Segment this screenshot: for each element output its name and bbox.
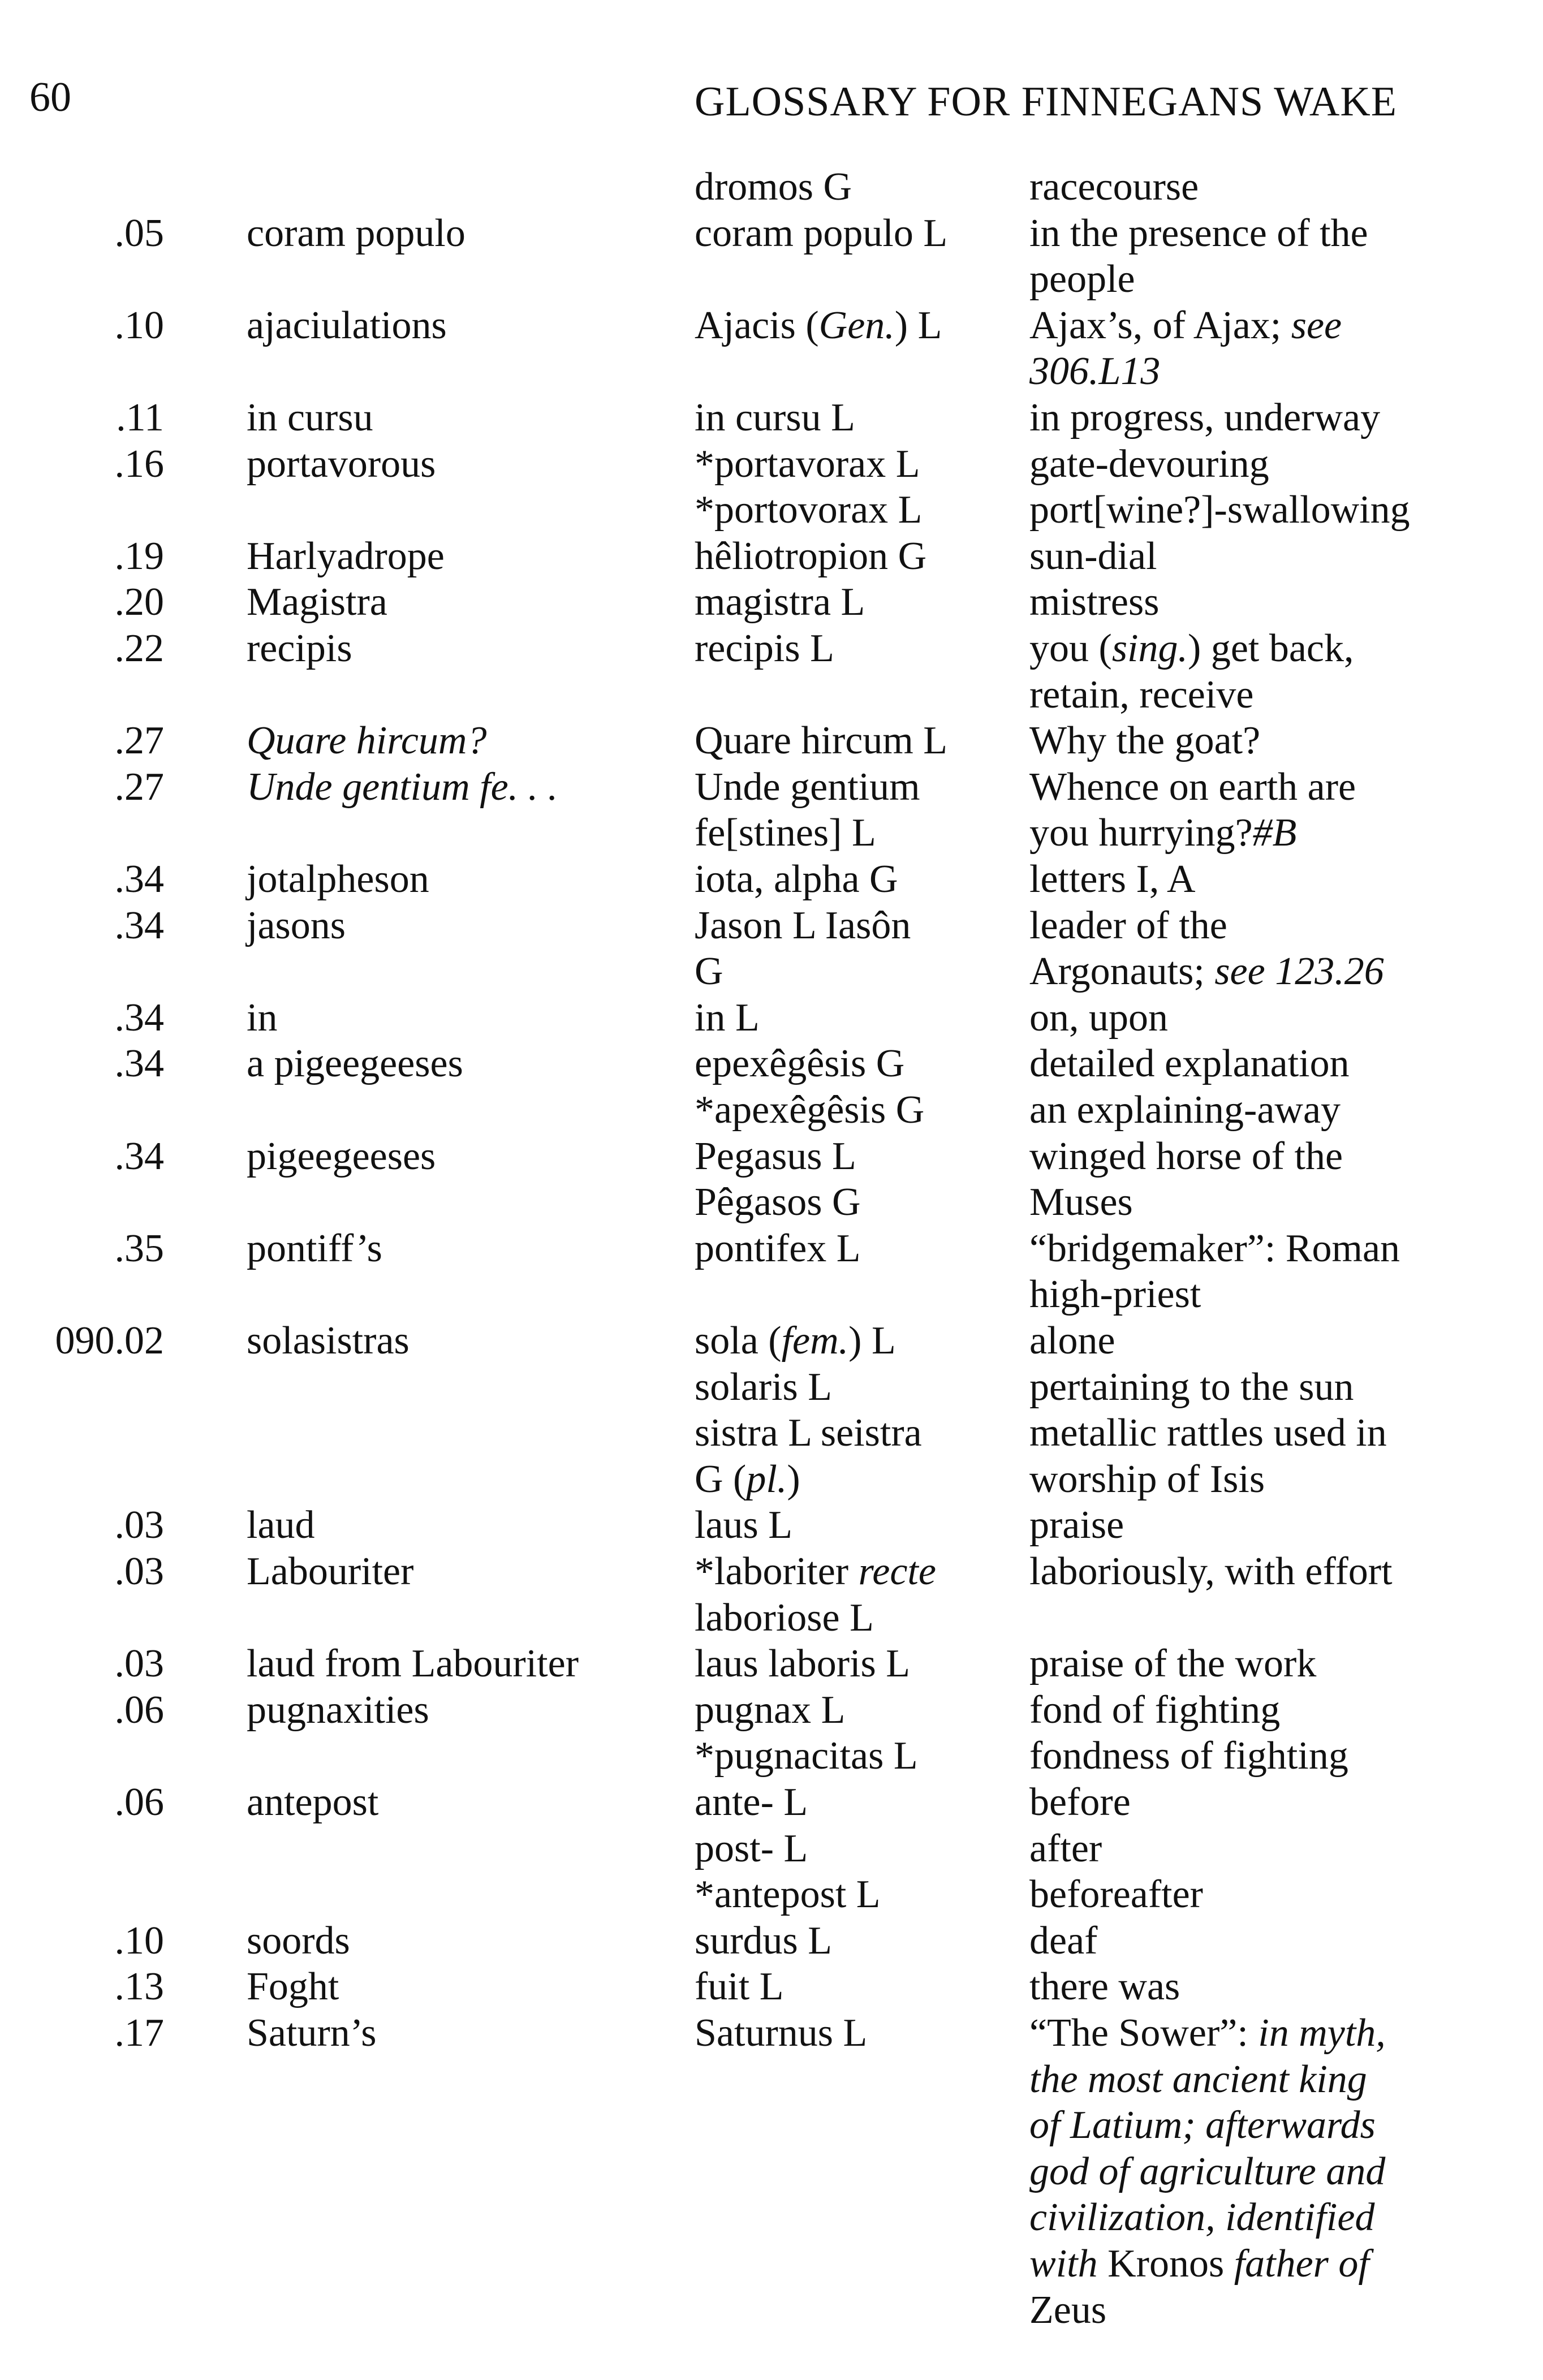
glossary-line (0, 1226, 1543, 1272)
line-number: .06 (114, 1688, 164, 1732)
gloss: retain, receive (1029, 672, 1254, 717)
gloss: the most ancient king (1029, 2057, 1367, 2101)
source-word: laboriose L (695, 1596, 874, 1640)
glossary-line (0, 903, 1543, 949)
line-number: .34 (114, 903, 164, 947)
source-word: pontifex L (695, 1226, 861, 1270)
glossary-line (0, 2194, 1543, 2241)
gloss: letters I, A (1029, 857, 1196, 901)
glossary-line (0, 1456, 1543, 1503)
line-number: 090.02 (55, 1319, 164, 1363)
line-number: .17 (114, 2011, 164, 2055)
gloss: Zeus (1029, 2288, 1107, 2332)
source-word: magistra L (695, 580, 865, 624)
gloss: laboriously, with effort (1029, 1550, 1393, 1593)
line-number: .34 (114, 995, 164, 1040)
headword: recipis (247, 627, 352, 670)
gloss: there was (1029, 1965, 1180, 2009)
headword: pugnaxities (247, 1688, 429, 1732)
gloss: in progress, underway (1029, 396, 1381, 439)
gloss: “bridgemaker”: Roman (1029, 1226, 1400, 1270)
gloss: of Latium; afterwards (1029, 2103, 1376, 2148)
source-word: in cursu L (695, 396, 855, 439)
source-word: *apexêgêsis G (695, 1088, 925, 1132)
source-word: surdus L (695, 1918, 833, 1963)
gloss: with Kronos father of (1029, 2242, 1369, 2286)
glossary-line (0, 1595, 1543, 1641)
glossary-line (0, 1549, 1543, 1595)
glossary-line (0, 626, 1543, 672)
glossary-line (0, 579, 1543, 626)
gloss: Argonauts; see 123.26 (1029, 950, 1384, 994)
gloss: you (sing.) get back, (1029, 627, 1354, 670)
source-word: Unde gentium (695, 765, 920, 809)
gloss: worship of Isis (1029, 1457, 1265, 1501)
source-word: *laboriter recte (695, 1550, 936, 1593)
headword: Unde gentium fe. . . (247, 765, 558, 809)
glossary-line (0, 1641, 1543, 1687)
glossary-line (0, 210, 1543, 257)
glossary-line (0, 1041, 1543, 1087)
source-word: coram populo L (695, 211, 948, 255)
source-word: dromos G (695, 165, 852, 209)
line-number: .16 (114, 442, 164, 486)
glossary-line (0, 2241, 1543, 2287)
glossary-line (0, 1826, 1543, 1872)
gloss: racecourse (1029, 165, 1199, 209)
source-word: *antepost L (695, 1873, 881, 1917)
glossary-line (0, 2102, 1543, 2149)
headword: Harlyadrope (247, 534, 445, 578)
gloss: Whence on earth are (1029, 765, 1356, 809)
gloss: Muses (1029, 1180, 1133, 1225)
source-word: iota, alpha G (695, 857, 898, 901)
glossary-line (0, 164, 1543, 210)
gloss: an explaining-away (1029, 1088, 1341, 1132)
glossary-line (0, 1410, 1543, 1456)
gloss: deaf (1029, 1918, 1098, 1963)
gloss: you hurrying?#B (1029, 811, 1297, 855)
headword: ajaciulations (247, 303, 447, 347)
source-word: Pêgasos G (695, 1180, 861, 1225)
gloss: on, upon (1029, 995, 1168, 1040)
glossary-line (0, 1918, 1543, 1964)
glossary-line (0, 995, 1543, 1041)
gloss: detailed explanation (1029, 1042, 1350, 1086)
glossary-line (0, 1364, 1543, 1411)
gloss: praise (1029, 1503, 1124, 1547)
glossary-line (0, 1179, 1543, 1226)
glossary-line (0, 348, 1543, 395)
source-word: laus L (695, 1503, 793, 1547)
source-word: solaris L (695, 1365, 833, 1409)
headword: Labouriter (247, 1550, 414, 1593)
source-word: *portovorax L (695, 488, 923, 532)
headword: a pigeegeeses (247, 1042, 463, 1086)
headword: pigeegeeses (247, 1134, 436, 1178)
source-word: *portavorax L (695, 442, 920, 486)
source-word: recipis L (695, 627, 834, 670)
line-number: .06 (114, 1780, 164, 1824)
source-word: G (pl.) (695, 1457, 800, 1501)
glossary-line (0, 1779, 1543, 1826)
line-number: .13 (114, 1965, 164, 2009)
headword: jotalpheson (247, 857, 429, 901)
gloss: Why the goat? (1029, 719, 1261, 763)
gloss: 306.L13 (1029, 350, 1161, 394)
line-number: .35 (114, 1226, 164, 1270)
gloss: pertaining to the sun (1029, 1365, 1354, 1409)
glossary-line (0, 2149, 1543, 2195)
glossary-line (0, 256, 1543, 303)
glossary-line (0, 1318, 1543, 1364)
line-number: .34 (114, 857, 164, 901)
headword: pontiff’s (247, 1226, 382, 1270)
gloss: civilization, identified (1029, 2196, 1375, 2240)
gloss: sun-dial (1029, 534, 1157, 578)
line-number: .03 (114, 1503, 164, 1547)
glossary-line (0, 2010, 1543, 2056)
glossary-line (0, 441, 1543, 488)
glossary-line (0, 856, 1543, 903)
glossary-line (0, 1271, 1543, 1318)
gloss: people (1029, 257, 1135, 301)
source-word: hêliotropion G (695, 534, 927, 578)
headword: laud (247, 1503, 315, 1547)
line-number: .05 (114, 211, 164, 255)
glossary-line (0, 810, 1543, 856)
headword: laud from Labouriter (247, 1642, 579, 1686)
glossary-line (0, 1687, 1543, 1734)
glossary-line (0, 948, 1543, 995)
glossary-line (0, 764, 1543, 810)
line-number: .20 (114, 580, 164, 624)
headword: coram populo (247, 211, 466, 255)
source-word: Quare hircum L (695, 719, 948, 763)
gloss: “The Sower”: in myth, (1029, 2011, 1386, 2055)
line-number: .03 (114, 1550, 164, 1593)
running-head: GLOSSARY FOR FINNEGANS WAKE (695, 79, 1398, 125)
gloss: port[wine?]-swallowing (1029, 488, 1410, 532)
line-number: .27 (114, 765, 164, 809)
gloss: alone (1029, 1319, 1115, 1363)
gloss: mistress (1029, 580, 1160, 624)
line-number: .19 (114, 534, 164, 578)
line-number: .10 (114, 303, 164, 347)
source-word: Saturnus L (695, 2011, 868, 2055)
headword: soords (247, 1918, 350, 1963)
gloss: fondness of fighting (1029, 1734, 1348, 1778)
source-word: ante- L (695, 1780, 808, 1824)
glossary-line (0, 395, 1543, 441)
gloss: after (1029, 1826, 1102, 1870)
headword: Quare hircum? (247, 719, 487, 763)
headword: jasons (247, 903, 346, 947)
gloss: metallic rattles used in (1029, 1411, 1387, 1455)
source-word: fuit L (695, 1965, 784, 2009)
gloss: gate-devouring (1029, 442, 1269, 486)
source-word: Ajacis (Gen.) L (695, 303, 942, 347)
source-word: sola (fem.) L (695, 1319, 896, 1363)
line-number: .22 (114, 627, 164, 670)
source-word: in L (695, 995, 760, 1040)
line-number: .10 (114, 1918, 164, 1963)
source-word: sistra L seistra (695, 1411, 922, 1455)
line-number: .11 (116, 396, 164, 439)
gloss: in the presence of the (1029, 211, 1368, 255)
line-number: .34 (114, 1042, 164, 1086)
source-word: pugnax L (695, 1688, 846, 1732)
line-number: .34 (114, 1134, 164, 1178)
headword: Magistra (247, 580, 387, 624)
glossary-line (0, 1502, 1543, 1549)
gloss: Ajax’s, of Ajax; see (1029, 303, 1342, 347)
source-word: Pegasus L (695, 1134, 856, 1178)
headword: Foght (247, 1965, 339, 2009)
headword: portavorous (247, 442, 436, 486)
line-number: .27 (114, 719, 164, 763)
headword: antepost (247, 1780, 379, 1824)
source-word: Jason L Iasôn (695, 903, 911, 947)
gloss: beforeafter (1029, 1873, 1203, 1917)
gloss: leader of the (1029, 903, 1227, 947)
source-word: epexêgêsis G (695, 1042, 905, 1086)
glossary-line (0, 718, 1543, 764)
page-number: 60 (29, 74, 71, 120)
source-word: fe[stines] L (695, 811, 876, 855)
gloss: god of agriculture and (1029, 2149, 1386, 2193)
glossary-line (0, 2056, 1543, 2103)
glossary-line (0, 533, 1543, 580)
gloss: praise of the work (1029, 1642, 1317, 1686)
glossary-line (0, 487, 1543, 533)
source-word: G (695, 950, 723, 994)
glossary-line (0, 1964, 1543, 2010)
glossary-line (0, 303, 1543, 349)
headword: in (247, 995, 278, 1040)
gloss: winged horse of the (1029, 1134, 1343, 1178)
line-number: .03 (114, 1642, 164, 1686)
glossary-line (0, 672, 1543, 718)
headword: in cursu (247, 396, 373, 439)
gloss: high-priest (1029, 1273, 1201, 1317)
gloss: before (1029, 1780, 1131, 1824)
headword: Saturn’s (247, 2011, 377, 2055)
source-word: laus laboris L (695, 1642, 911, 1686)
glossary-line (0, 2287, 1543, 2334)
source-word: post- L (695, 1826, 808, 1870)
glossary-line (0, 1087, 1543, 1133)
source-word: *pugnacitas L (695, 1734, 918, 1778)
glossary-line (0, 1872, 1543, 1918)
headword: solasistras (247, 1319, 410, 1363)
glossary-line (0, 1133, 1543, 1180)
gloss: fond of fighting (1029, 1688, 1281, 1732)
glossary-line (0, 1733, 1543, 1779)
